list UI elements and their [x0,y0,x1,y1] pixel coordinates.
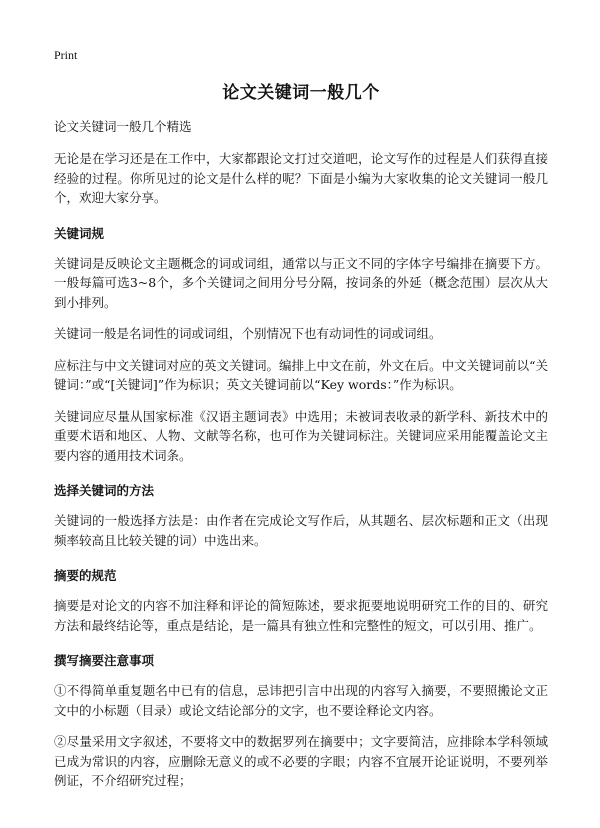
section-heading-abstract-notes: 撰写摘要注意事项 [54,653,155,668]
subtitle: 论文关键词一般几个精选 [54,119,192,134]
paragraph: 摘要是对论文的内容不加注释和评论的简短陈述，要求扼要地说明研究工作的目的、研究方法和最终结论等，重点是结论，是一篇具有独立性和完整性的短文，可以引用、推广。 [54,598,548,633]
section-heading-keyword-rules: 关键词规 [54,225,105,241]
section-heading-abstract-rules: 摘要的规范 [54,568,117,583]
page-title: 论文关键词一般几个 [222,83,380,103]
paragraph: ①不得简单重复题名中已有的信息，忌讳把引言中出现的内容写入摘要，不要照搬论文正文中的小标题（目录）或论文结论部分的文字，也不要诠释论文内容。 [54,683,548,718]
paragraph: 应标注与中文关键词对应的英文关键词。编排上中文在前，外文在后。中文关键词前以“关键词：”或“[关键词]”作为标识；英文关键词前以“Key words：”作为标识。 [54,357,548,392]
paragraph: 关键词的一般选择方法是：由作者在完成论文写作后，从其题名、层次标题和正文（出现频率较高且比较关键的词）中选出来。 [54,513,548,548]
paragraph: ②尽量采用文字叙述，不要将文中的数据罗列在摘要中；文字要简洁，应排除本学科领域已成为常识的内容，应删除无意义的或不必要的字眼；内容不宜展开论证说明，不要列举例证，不介绍研究过程； [54,734,548,788]
paragraph: 关键词是反映论文主题概念的词或词组，通常以与正文不同的字体字号编排在摘要下方。一般每篇可选3~8个，多个关键词之间用分号分隔，按词条的外延（概念范围）层次从大到小排列。 [54,255,548,310]
paragraph: 关键词一般是名词性的词或词组，个别情况下也有动词性的词或词组。 [54,326,442,341]
paragraph: 关键词应尽量从国家标准《汉语主题词表》中选用；未被词表收录的新学科、新技术中的重要术语和地区、人物、文献等名称，也可作为关键词标注。关键词应采用能覆盖论文主要内容的通用技术词条。 [54,408,548,463]
print-link[interactable]: Print [54,48,78,62]
section-heading-keyword-method: 选择关键词的方法 [54,483,155,498]
intro-paragraph: 无论是在学习还是在工作中，大家都跟论文打过交道吧，论文写作的过程是人们获得直接经验的过程。你所见过的论文是什么样的呢？下面是小编为大家收集的论文关键词一般几个，欢迎大家分享。 [54,151,548,205]
